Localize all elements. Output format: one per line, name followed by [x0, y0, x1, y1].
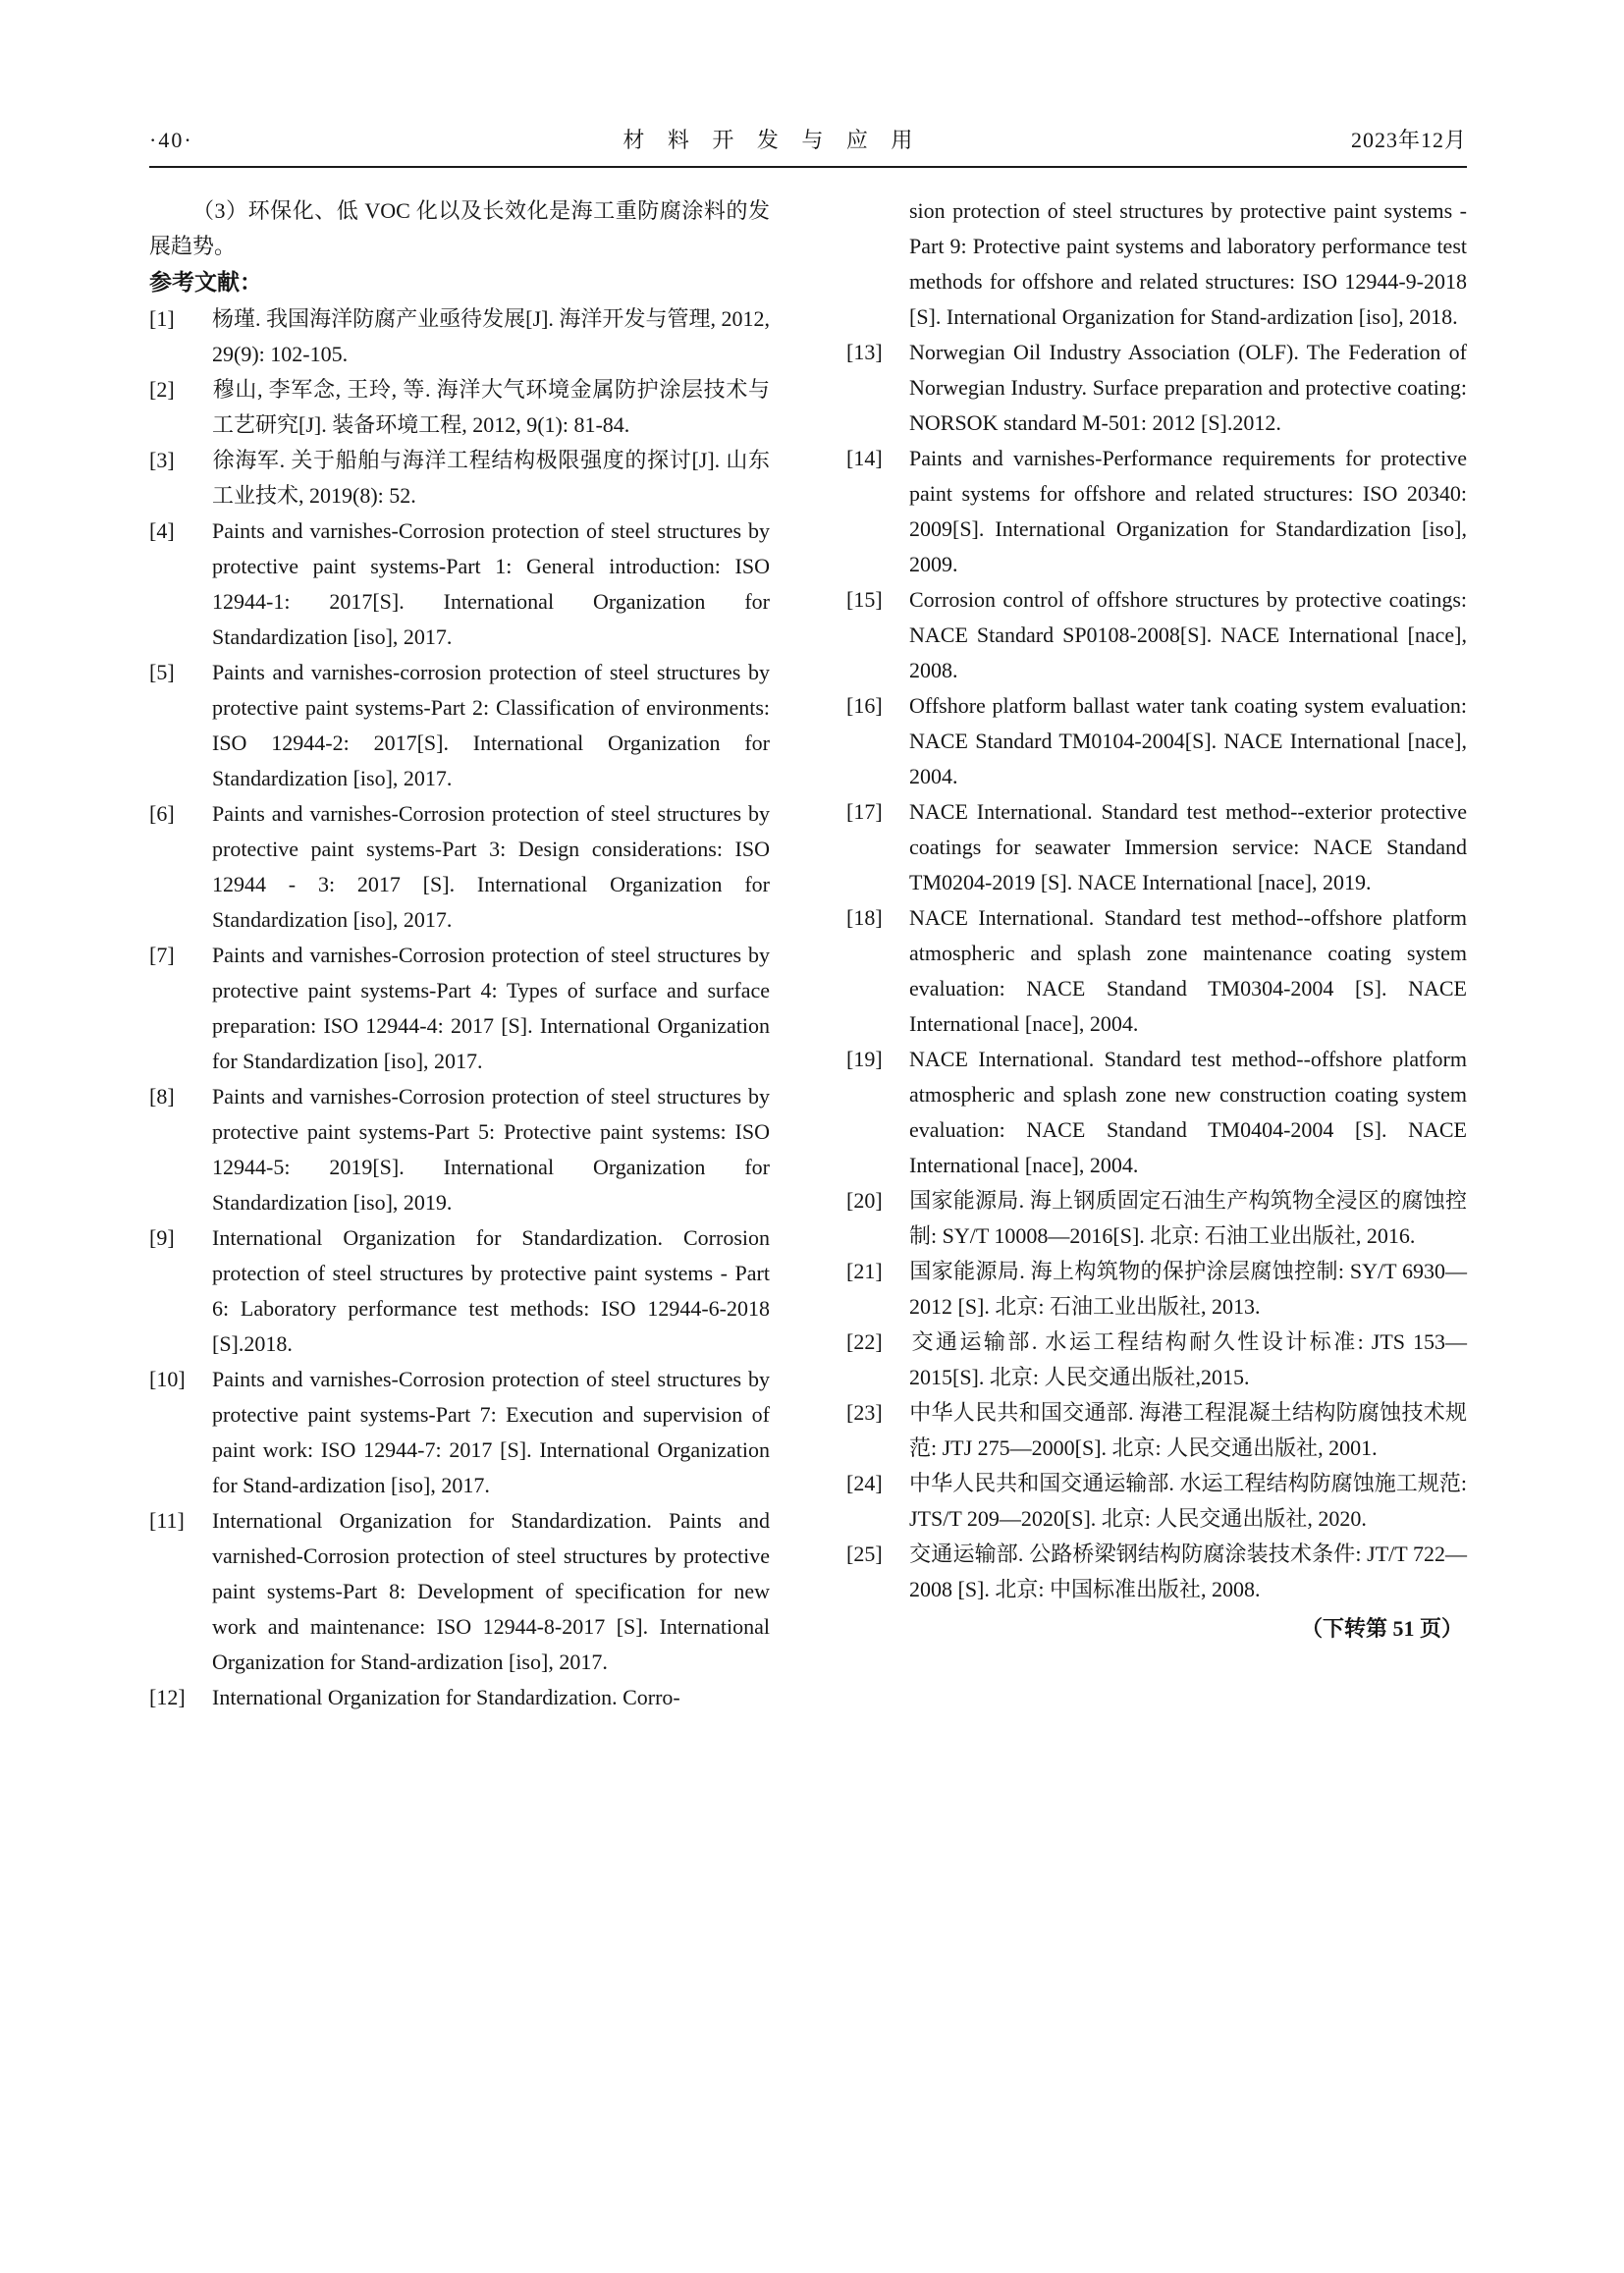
- ref-text: 中华人民共和国交通运输部. 水运工程结构防腐蚀施工规范: JTS/T 209—2020[S]. 北京: 人民交通出版社, 2020.: [909, 1471, 1467, 1531]
- reference-item: [846, 1042, 1467, 1183]
- references-heading: 参考文献：: [149, 270, 262, 295]
- ref-text: Paints and varnishes-corrosion protection of steel structures by protective paint systems-Part 2: Classification of environments: ISO 12944-2: 2017[S]. International Organization for Standardization [iso], 2017.: [212, 660, 770, 790]
- ref-text: Norwegian Oil Industry Association (OLF). The Federation of Norwegian Industry. Surface preparation and protective coating: NORSOK standard M-501: 2012 [S].2012.: [909, 340, 1467, 435]
- ref-text: 中华人民共和国交通部. 海港工程混凝土结构防腐蚀技术规范: JTJ 275—2000[S]. 北京: 人民交通出版社, 2001.: [909, 1400, 1467, 1460]
- ref-label: [25]: [846, 1542, 883, 1566]
- ref-text: 杨瑾. 我国海洋防腐产业亟待发展[J]. 海洋开发与管理, 2012, 29(9): 102-105.: [212, 306, 770, 366]
- ref-label: [24]: [846, 1471, 883, 1495]
- ref-text: 徐海军. 关于船舶与海洋工程结构极限强度的探讨[J]. 山东工业技术, 2019(8): 52.: [212, 448, 770, 508]
- ref-label: [17]: [846, 799, 883, 824]
- reference-item: [149, 1503, 770, 1680]
- reference-item: [846, 582, 1467, 688]
- ref-label: [7]: [149, 943, 175, 967]
- reference-item: [149, 1079, 770, 1220]
- reference-item: [846, 193, 1467, 335]
- reference-item: [846, 900, 1467, 1042]
- ref-label: [19]: [846, 1047, 883, 1071]
- ref-text: 穆山, 李军念, 王玲, 等. 海洋大气环境金属防护涂层技术与工艺研究[J]. 装备环境工程, 2012, 9(1): 81-84.: [212, 377, 770, 437]
- ref-text: Paints and varnishes-Corrosion protection of steel structures by protective paint systems-Part 4: Types of surface and surface preparation: ISO 12944-4: 2017 [S]. International Organization for Standardization [iso], 2017.: [212, 943, 770, 1073]
- continuation-note: （下转第 51 页）: [1300, 1616, 1463, 1641]
- reference-item: [846, 441, 1467, 582]
- ref-label: [5]: [149, 660, 175, 684]
- ref-label: [9]: [149, 1225, 175, 1250]
- ref-label: [2]: [149, 377, 175, 402]
- reference-item: [846, 1395, 1467, 1466]
- conclusion-paragraph: （3）环保化、低 VOC 化以及长效化是海工重防腐涂料的发展趋势。: [149, 198, 770, 258]
- references-list-right: [846, 193, 1467, 1607]
- ref-text: Paints and varnishes-Corrosion protection of steel structures by protective paint systems-Part 7: Execution and supervision of paint work: ISO 12944-7: 2017 [S]. International Organization for Stand-ardization [iso], 2017.: [212, 1367, 770, 1497]
- ref-text: 国家能源局. 海上钢质固定石油生产构筑物全浸区的腐蚀控制: SY/T 10008—2016[S]. 北京: 石油工业出版社, 2016.: [909, 1188, 1467, 1248]
- ref-text: NACE International. Standard test method--exterior protective coatings for seawater Immersion service: NACE Standand TM0204-2019 [S]. NACE International [nace], 2019.: [909, 799, 1467, 894]
- reference-item: [149, 938, 770, 1079]
- reference-item: [846, 1466, 1467, 1537]
- reference-item: [846, 1254, 1467, 1325]
- ref-label: [14]: [846, 446, 883, 470]
- ref-text: 国家能源局. 海上构筑物的保护涂层腐蚀控制: SY/T 6930—2012 [S]. 北京: 石油工业出版社, 2013.: [909, 1259, 1467, 1319]
- ref-text: 交通运输部. 水运工程结构耐久性设计标准: JTS 153—2015[S]. 北京: 人民交通出版社,2015.: [909, 1329, 1467, 1389]
- reference-item: [846, 335, 1467, 441]
- ref-text: NACE International. Standard test method--offshore platform atmospheric and splash zone maintenance coating system evaluation: NACE Standand TM0304-2004 [S]. NACE International [nace], 2004.: [909, 905, 1467, 1036]
- ref-label: [22]: [846, 1329, 883, 1354]
- ref-text: Paints and varnishes-Corrosion protection of steel structures by protective paint systems-Part 3: Design considerations: ISO 12944 - 3: 2017 [S]. International Organization for Standardization [iso], 2017.: [212, 801, 770, 932]
- ref-label: [4]: [149, 518, 175, 543]
- ref-text: Paints and varnishes-Performance requirements for protective paint systems for offshore and related structures: ISO 20340: 2009[S]. International Organization for Standardization [iso], 2009.: [909, 446, 1467, 576]
- reference-item: [149, 301, 770, 372]
- issue-date: 2023年12月: [1350, 128, 1467, 152]
- reference-item: [149, 1680, 770, 1715]
- header-rule: [149, 166, 1467, 168]
- reference-item: [149, 1220, 770, 1362]
- two-column-body: [149, 193, 1467, 1715]
- ref-label: [11]: [149, 1508, 185, 1533]
- ref-text: International Organization for Standardization. Corro-: [212, 1685, 680, 1709]
- ref-label: [10]: [149, 1367, 186, 1391]
- page-number: ·40·: [149, 128, 193, 152]
- ref-label: [15]: [846, 587, 883, 612]
- reference-item: [149, 514, 770, 655]
- ref-text: sion protection of steel structures by protective paint systems - Part 9: Protective paint systems and laboratory performance test methods for offshore and related structures: ISO 12944-9-2018 [S]. International Organization for Stand-ardization [iso], 2018.: [909, 198, 1467, 329]
- ref-label: [21]: [846, 1259, 883, 1283]
- reference-item: [149, 372, 770, 443]
- reference-item: [149, 796, 770, 938]
- ref-text: Offshore platform ballast water tank coating system evaluation: NACE Standard TM0104-2004[S]. NACE International [nace], 2004.: [909, 693, 1467, 788]
- reference-item: [149, 443, 770, 514]
- ref-label: [3]: [149, 448, 175, 472]
- ref-text: International Organization for Standardization. Paints and varnished-Corrosion protection of steel structures by protective paint systems-Part 8: Development of specification for new work and maintenance: ISO 12944-8-2017 [S]. International Organization for Stand-ardization [iso], 2017.: [212, 1508, 770, 1674]
- ref-text: NACE International. Standard test method--offshore platform atmospheric and splash zone new construction coating system evaluation: NACE Standand TM0404-2004 [S]. NACE International [nace], 2004.: [909, 1047, 1467, 1177]
- reference-item: [846, 688, 1467, 794]
- ref-label: [13]: [846, 340, 883, 364]
- right-column: [846, 193, 1467, 1715]
- ref-text: 交通运输部. 公路桥梁钢结构防腐涂装技术条件: JT/T 722—2008 [S]. 北京: 中国标准出版社, 2008.: [909, 1542, 1467, 1601]
- ref-label: [18]: [846, 905, 883, 930]
- reference-item: [149, 1362, 770, 1503]
- ref-label: [6]: [149, 801, 175, 826]
- ref-text: Paints and varnishes-Corrosion protection of steel structures by protective paint systems-Part 1: General introduction: ISO 12944-1: 2017[S]. International Organization for Standardization [iso], 2017.: [212, 518, 770, 649]
- ref-label: [16]: [846, 693, 883, 718]
- ref-label: [20]: [846, 1188, 883, 1213]
- ref-text: Paints and varnishes-Corrosion protection of steel structures by protective paint systems-Part 5: Protective paint systems: ISO 12944-5: 2019[S]. International Organization for Standardization [iso], 2019.: [212, 1084, 770, 1215]
- references-list-left: [149, 301, 770, 1715]
- reference-item: [846, 1325, 1467, 1395]
- ref-label: [23]: [846, 1400, 883, 1425]
- reference-item: [149, 655, 770, 796]
- ref-label: [12]: [149, 1685, 186, 1709]
- reference-item: [846, 1183, 1467, 1254]
- journal-title: 材 料 开 发 与 应 用: [623, 128, 922, 152]
- left-column: [149, 193, 770, 1715]
- reference-item: [846, 1537, 1467, 1607]
- reference-item: [846, 794, 1467, 900]
- ref-label: [1]: [149, 306, 175, 331]
- ref-label: [8]: [149, 1084, 175, 1109]
- page-header: [149, 124, 1467, 166]
- ref-text: International Organization for Standardization. Corrosion protection of steel structures by protective paint systems - Part 6: Laboratory performance test methods: ISO 12944-6-2018 [S].2018.: [212, 1225, 770, 1356]
- ref-text: Corrosion control of offshore structures by protective coatings: NACE Standard SP0108-2008[S]. NACE International [nace], 2008.: [909, 587, 1467, 682]
